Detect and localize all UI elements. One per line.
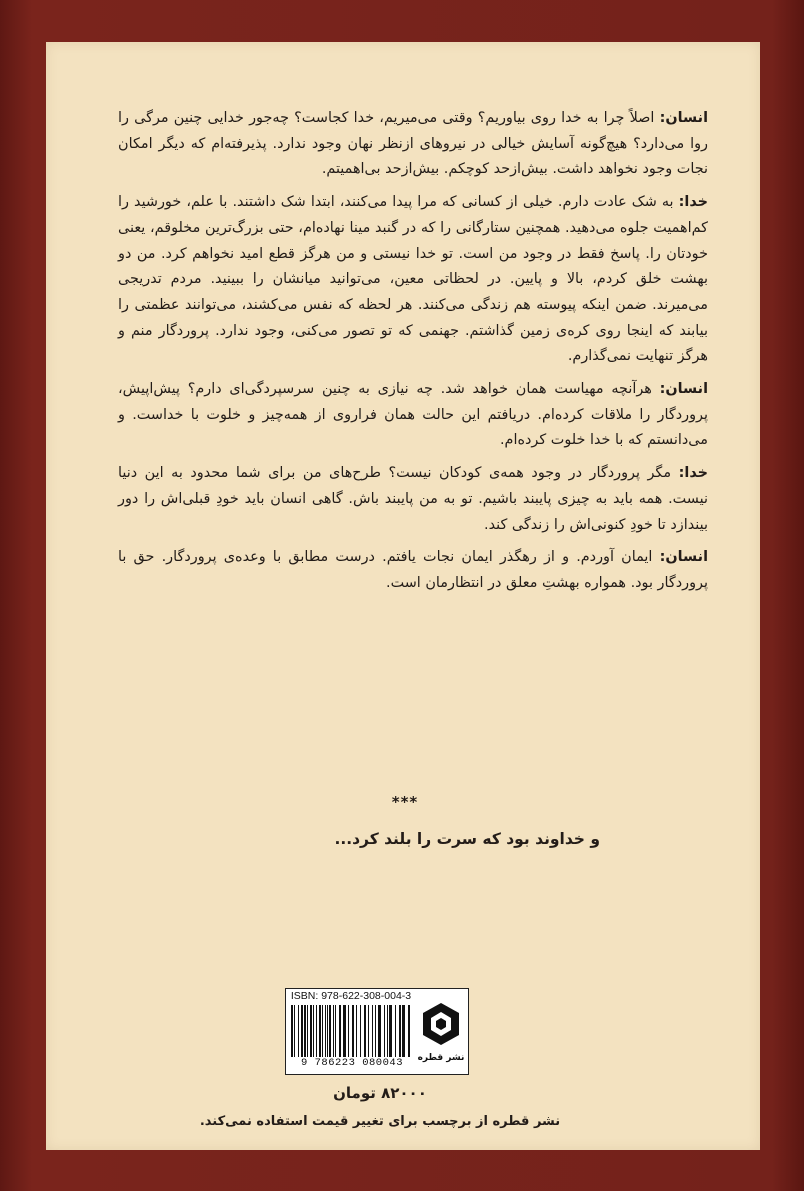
barcode-bar: [301, 1005, 303, 1057]
dialogue-body: هرآنچه مهیاست همان خواهد شد. چه نیازی به چنین سرسپردگی‌ای دارم؟ پیش‌اپیش، پروردگار را ملاقات کرده‌ام. دریافتم این حالت همان فراروی از همه‌چیز و خلوت با خداست. و می‌دانستم که با خدا خلوت کرده‌ام.: [118, 381, 708, 449]
barcode-bar: [333, 1005, 334, 1057]
isbn-text: ISBN: 978-622-308-004-3: [290, 990, 412, 1002]
barcode-bar: [378, 1005, 381, 1057]
dialogue-body: مگر پروردگار در وجود همه‌ی کودکان نیست؟ طرح‌های من برای شما محدود به این دنیا نیست. همه باید به چیزی پایبند باشیم. تو به من پایبند باش. گاهی انسان باید خودِ قبلی‌اش را دور بیندازد تا خودِ کنونی‌اش را زندگی کند.: [118, 465, 708, 533]
dialogue-paragraph: [118, 106, 708, 183]
section-separator: ***: [391, 793, 419, 811]
barcode-bar: [352, 1005, 354, 1057]
barcode-bar: [319, 1005, 321, 1057]
dialogue-paragraph: [118, 190, 708, 370]
barcode-bar: [375, 1005, 376, 1057]
barcode-bar: [294, 1005, 295, 1057]
barcode-bar: [408, 1005, 410, 1057]
speaker-label: خدا:: [678, 465, 708, 482]
barcode-bar: [327, 1005, 328, 1057]
publisher-name: نشر قطره: [417, 1053, 465, 1063]
barcode-bar: [291, 1005, 293, 1057]
dialogue-text: [118, 106, 708, 604]
barcode-number: 9 786223 080043: [300, 1057, 403, 1069]
price-sticker-notice: نشر قطره از برچسب برای تغییر قیمت استفاده نمی‌کند.: [199, 1114, 561, 1129]
barcode-bar: [339, 1005, 341, 1057]
barcode-bar: [322, 1005, 323, 1057]
barcode-bars: [290, 1005, 412, 1057]
barcode-bar: [360, 1005, 361, 1057]
barcode-bar: [307, 1005, 308, 1057]
barcode-bar: [325, 1005, 326, 1057]
barcode-bar: [402, 1005, 405, 1057]
speaker-label: انسان:: [659, 549, 708, 566]
barcode-bar: [356, 1005, 357, 1057]
publisher-logo-icon: [420, 1001, 462, 1047]
barcode-bar: [313, 1005, 314, 1057]
barcode-bar: [348, 1005, 349, 1057]
closing-line: و خداوند بود که سرت را بلند کرد...: [334, 830, 600, 848]
barcode-bar: [372, 1005, 373, 1057]
dialogue-body: به شک عادت دارم. خیلی از کسانی که مرا پیدا می‌کنند، ابتدا شک داشتند. با علم، خورشید را کم‌اهمیت جلوه می‌دهید. همچنین ستارگانی را که در گنبد مینا نهاده‌ام، حتی بزرگ‌ترین مخلوقم، یعنی خودتان را. پاسخ فقط در وجود من است. تو خدا نیستی و من هرگز قطع امید نخواهم کرد. من دو بهشت خلق کردم، بالا و پایین. در لحظاتی معین، می‌توانید میانشان را ببینید. مردم تدریجی می‌میرند. ضمن اینکه پیوسته هم زندگی می‌کنند. هر لحظه که نفس می‌کشند، می‌توانند عظمتی را بیابند که اینجا روی کره‌ی زمین گذاشتم. جهنمی که تو تصور می‌کنی، وجود ندارد. پروردگار منم و هرگز تنهایت نمی‌گذارم.: [118, 194, 708, 365]
barcode-bar: [368, 1005, 369, 1057]
dialogue-body: ایمان آوردم. و از رهگذر ایمان نجات یافتم. درست مطابق با وعده‌ی پروردگار. حق با پروردگار بود. همواره بهشتِ معلق در انتظارمان است.: [118, 549, 708, 591]
barcode-bar: [364, 1005, 366, 1057]
barcode-bar: [316, 1005, 317, 1057]
barcode-bar: [329, 1005, 331, 1057]
speaker-label: انسان:: [659, 381, 708, 398]
barcode-bar: [399, 1005, 401, 1057]
speaker-label: خدا:: [678, 194, 708, 211]
price-label: ۸۲۰۰۰ تومان: [333, 1084, 427, 1102]
barcode-bar: [384, 1005, 385, 1057]
barcode-bar: [298, 1005, 299, 1057]
barcode-label: [285, 988, 469, 1075]
barcode-bar: [304, 1005, 306, 1057]
barcode-bar: [387, 1005, 388, 1057]
dialogue-paragraph: [118, 377, 708, 454]
dialogue-paragraph: [118, 545, 708, 596]
barcode-bar: [389, 1005, 392, 1057]
dialogue-body: اصلاً چرا به خدا روی بیاوریم؟ وقتی می‌میریم، خدا کجاست؟ چه‌جور خدایی چنین مرگی را روا می‌دارد؟ هیچ‌گونه آسایش خیالی در نیروهای ازنظر نهان وجود ندارد. پذیرفته‌ام که دیگر امکان نجات وجود نخواهد داشت. بیش‌ازحد کوچکم. بیش‌ازحد بی‌اهمیتم.: [118, 110, 708, 178]
dialogue-paragraph: [118, 461, 708, 538]
speaker-label: انسان:: [659, 110, 708, 126]
barcode-bar: [343, 1005, 346, 1057]
barcode-bar: [335, 1005, 336, 1057]
barcode-bar: [310, 1005, 312, 1057]
barcode-bar: [395, 1005, 396, 1057]
